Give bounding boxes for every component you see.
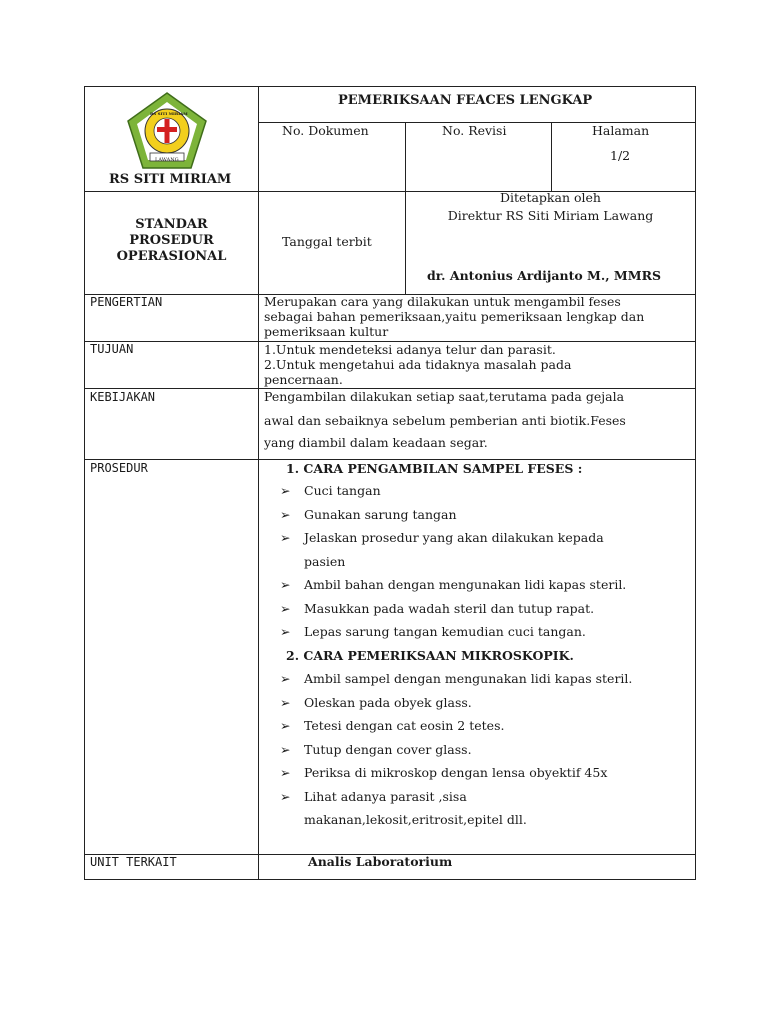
arrow-bullet-icon: ➢ xyxy=(280,718,291,733)
kebijakan-label: KEBIJAKAN xyxy=(90,390,156,404)
kebijakan-line-1: Pengambilan dilakukan setiap saat,terutama pada gejala xyxy=(264,389,625,404)
pengertian-line-3: pemeriksaan kultur xyxy=(264,324,389,339)
arrow-bullet-icon: ➢ xyxy=(280,742,291,757)
step-1-title: 1. CARA PENGAMBILAN SAMPEL FESES : xyxy=(286,461,583,476)
page-value: 1/2 xyxy=(610,148,631,163)
tujuan-line-2: 2.Untuk mengetahui ada tidaknya masalah pada xyxy=(264,357,572,372)
list-item: ➢ Cuci tangan xyxy=(280,483,381,498)
list-item: ➢ Ambil sampel dengan mengunakan lidi kapas steril. xyxy=(280,671,633,686)
unit-label: UNIT TERKAIT xyxy=(90,855,177,869)
prosedur-label: PROSEDUR xyxy=(90,461,148,475)
list-item: ➢ Jelaskan prosedur yang akan dilakukan kepada xyxy=(280,530,604,545)
sop-line-3: OPERASIONAL xyxy=(116,249,227,264)
list-item: ➢ Periksa di mikroskop dengan lensa obyektif 45x xyxy=(280,765,608,780)
kebijakan-line-3: yang diambil dalam keadaan segar. xyxy=(264,435,488,450)
arrow-bullet-icon: ➢ xyxy=(280,601,291,616)
arrow-bullet-icon: ➢ xyxy=(280,577,291,592)
step-2-title: 2. CARA PEMERIKSAAN MIKROSKOPIK. xyxy=(286,648,574,663)
list-item: ➢ Oleskan pada obyek glass. xyxy=(280,695,472,710)
list-item: ➢ Ambil bahan dengan mengunakan lidi kapas steril. xyxy=(280,577,627,592)
arrow-bullet-icon: ➢ xyxy=(280,789,291,804)
arrow-bullet-icon: ➢ xyxy=(280,695,291,710)
arrow-bullet-icon: ➢ xyxy=(280,671,291,686)
unit-value: Analis Laboratorium xyxy=(308,854,453,869)
revision-label: No. Revisi xyxy=(442,123,507,138)
list-item: ➢ Lepas sarung tangan kemudian cuci tangan. xyxy=(280,624,586,639)
list-item: ➢ Tutup dengan cover glass. xyxy=(280,742,472,757)
hospital-name: RS SITI MIRIAM xyxy=(109,172,232,187)
sop-document xyxy=(84,86,696,879)
pengertian-line-2: sebagai bahan pemeriksaan,yaitu pemeriksaan lengkap dan xyxy=(264,309,645,324)
arrow-bullet-icon: ➢ xyxy=(280,507,291,522)
list-item-continuation: makanan,lekosit,eritrosit,epitel dll. xyxy=(304,812,527,827)
list-item: ➢ Tetesi dengan cat eosin 2 tetes. xyxy=(280,718,505,733)
issue-date-label: Tanggal terbit xyxy=(282,234,372,249)
arrow-bullet-icon: ➢ xyxy=(280,624,291,639)
page-label: Halaman xyxy=(592,123,650,138)
document-title: PEMERIKSAAN FEACES LENGKAP xyxy=(338,93,593,108)
sop-title xyxy=(84,217,259,265)
list-item: ➢ Lihat adanya parasit ,sisa xyxy=(280,789,467,804)
logo-text-bottom: LAWANG xyxy=(155,157,179,163)
list-item: ➢ Masukkan pada wadah steril dan tutup rapat. xyxy=(280,601,595,616)
approved-by-title: Direktur RS Siti Miriam Lawang xyxy=(447,208,654,223)
signatory-name: dr. Antonius Ardijanto M., MMRS xyxy=(427,268,662,283)
sop-line-2: PROSEDUR xyxy=(129,233,214,248)
list-item-continuation: pasien xyxy=(304,554,346,569)
pengertian-line-1: Merupakan cara yang dilakukan untuk mengambil feses xyxy=(264,294,621,309)
sop-line-1: STANDAR xyxy=(135,217,208,232)
list-item: ➢ Gunakan sarung tangan xyxy=(280,507,457,522)
arrow-bullet-icon: ➢ xyxy=(280,765,291,780)
arrow-bullet-icon: ➢ xyxy=(280,483,291,498)
prosedur-label-cell xyxy=(84,459,259,855)
logo-text-top: RS SITI MIRIAM xyxy=(150,111,188,116)
kebijakan-line-2: awal dan sebaiknya sebelum pemberian anti biotik.Feses xyxy=(264,413,626,428)
approved-by: Ditetapkan oleh xyxy=(500,190,601,205)
tujuan-line-3: pencernaan. xyxy=(264,372,343,387)
tujuan-label: TUJUAN xyxy=(90,342,134,356)
tujuan-line-1: 1.Untuk mendeteksi adanya telur dan parasit. xyxy=(264,342,556,357)
pengertian-label: PENGERTIAN xyxy=(90,295,163,309)
doc-no-label: No. Dokumen xyxy=(282,123,369,138)
arrow-bullet-icon: ➢ xyxy=(280,530,291,545)
